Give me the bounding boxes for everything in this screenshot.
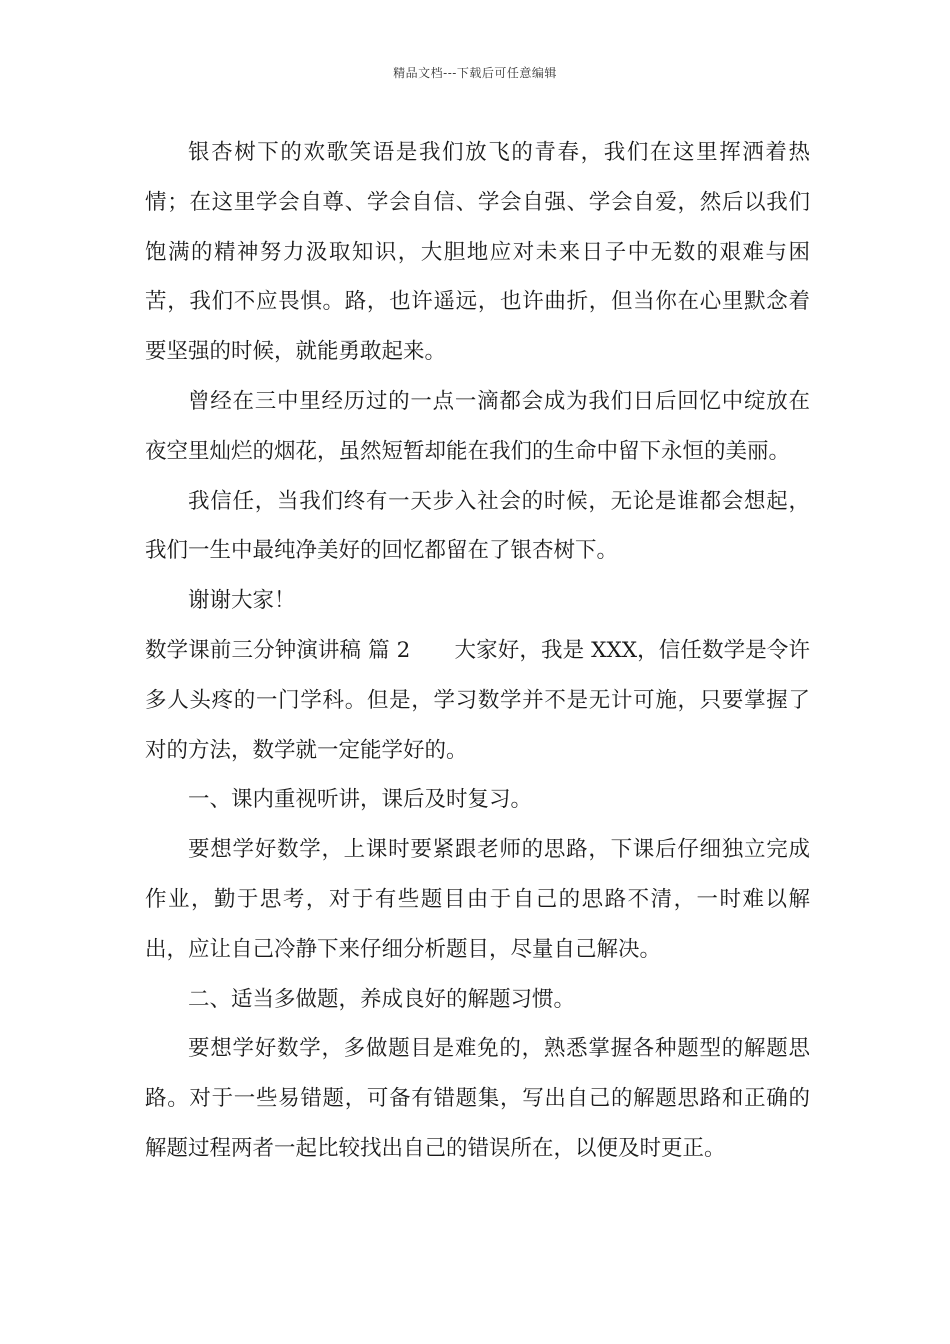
point-two-body: 要想学好数学，多做题目是难免的，熟悉掌握各种题型的解题思路。对于一些易错题，可备有错题集，写出自己的解题思路和正确的解题过程两者一起比较找出自己的错误所在，以便及时更正。 [145,1036,810,1161]
document-body [145,128,810,1174]
section-title: 数学课前三分钟演讲稿 篇 2 [145,637,411,663]
paragraph-trust-memories: 我信任，当我们终有一天步入社会的时候，无论是谁都会想起，我们一生中最纯净美好的回忆都留在了银杏树下。 [145,488,810,564]
page-header: 精品文档---下载后可任意编辑 [393,66,557,80]
paragraph-ginkgo-youth: 银杏树下的欢歌笑语是我们放飞的青春，我们在这里挥洒着热情；在这里学会自尊、学会自信、学会自强、学会自爱，然后以我们饱满的精神努力汲取知识，大胆地应对未来日子中无数的艰难与困苦，我们不应畏惧。路，也许遥远，也许曲折，但当你在心里默念着要坚强的时候，就能勇敢起来。 [145,140,810,365]
section-heading-line [145,626,810,775]
point-one-heading: 一、课内重视听讲，课后及时复习。 [188,787,533,813]
point-one-body: 要想学好数学，上课时要紧跟老师的思路，下课后仔细独立完成作业，勤于思考，对于有些题目由于自己的思路不清，一时难以解出，应让自己冷静下来仔细分析题目，尽量自己解决。 [145,837,810,962]
paragraph-thanks: 谢谢大家！ [188,588,296,614]
paragraph-memories-fireworks: 曾经在三中里经历过的一点一滴都会成为我们日后回忆中绽放在夜空里灿烂的烟花，虽然短暂却能在我们的生命中留下永恒的美丽。 [145,388,810,464]
point-two-heading: 二、适当多做题，养成良好的解题习惯。 [188,986,576,1012]
section-intro: 大家好，我是 XXX，信任数学是令许多人头疼的一门学科。但是，学习数学并不是无计可施，只要掌握了对的方法，数学就一定能学好的。 [145,637,810,763]
